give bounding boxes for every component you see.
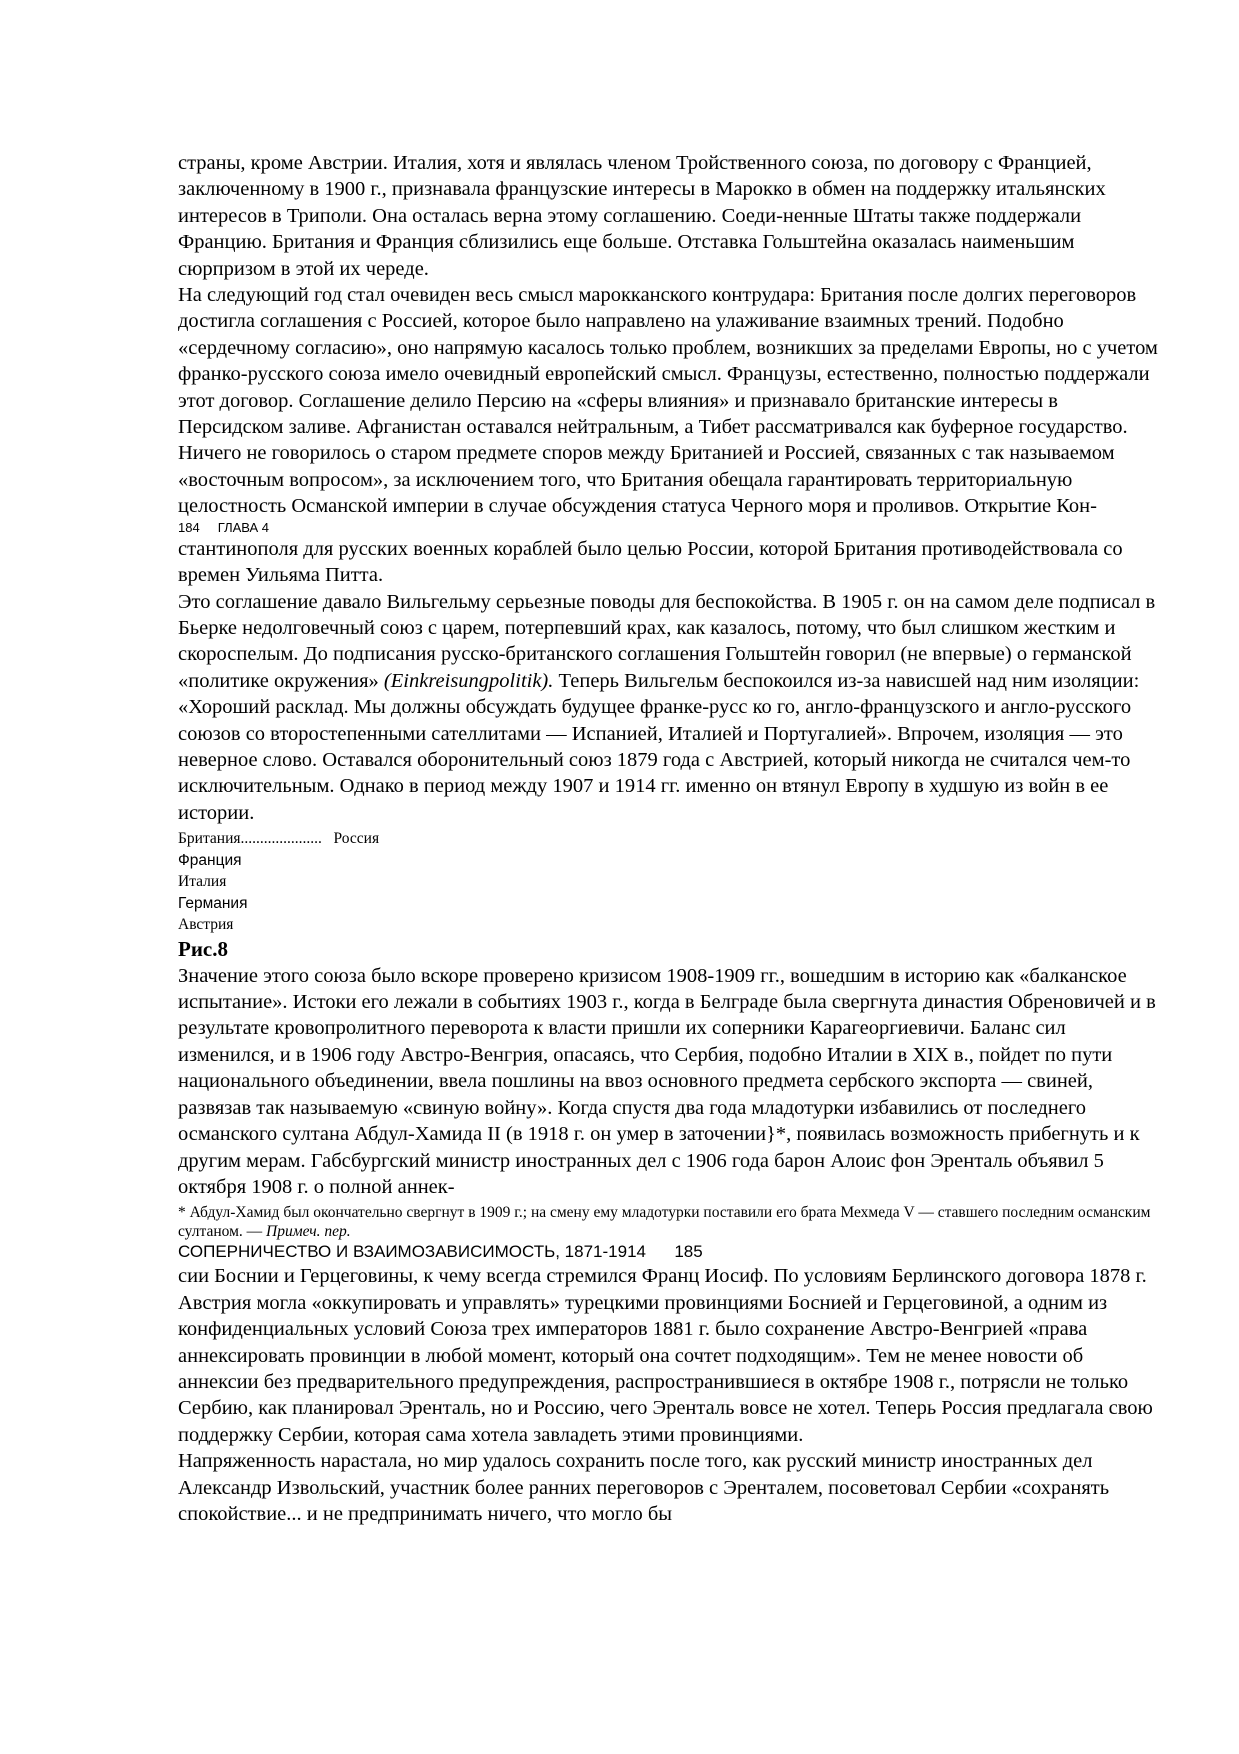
document-page (178, 150, 1163, 1527)
footnote (178, 1203, 1163, 1241)
figure-item-russia: Россия (333, 830, 380, 848)
figure-item-britain: Британия..................... (178, 830, 322, 848)
paragraph: Напряженность нарастала, но мир удалось сохранить после того, как русский министр иностранных дел Александр Извольский, участник более ранних переговоров с Эренталем, посоветовал Сербии «сохранять спокойствие... и не предпринимать ничего, что могло бы (178, 1450, 1110, 1525)
running-header (178, 1241, 1163, 1263)
footnote-note: Примеч. пер. (266, 1223, 351, 1241)
figure-row (178, 828, 1163, 850)
paragraph: На следующий год стал очевиден весь смысл марокканского контрудара: Британия после долгих переговоров достигла соглашения с Россией, которое было направлено на улаживание взаимных трений. Подобно «сердечному согласию», оно напрямую касалось только проблем, возникших за пределами Европы, но с учетом франко-русского союза имело очевидный европейский смысл. Французы, естественно, полностью поддержали этот договор. Соглашение делило Персию на «сферы влияния» и признавало британские интересы в Персидском заливе. Афганистан оставался нейтральным, а Тибет рассматривался как буферное государство. Ничего не говорилось о старом предмете споров между Британией и Россией, связанных с так называемом «восточным вопросом», за исключением того, что Британия обещала гарантировать территориальную целостность Османской империи в случае обсуждения статуса Черного моря и проливов. Открытие Кон- (178, 284, 1158, 518)
paragraph: страны, кроме Австрии. Италия, хотя и являлась членом Тройственного союза, по договору с Францией, заключенному в 1900 г., признавала французские интересы в Марокко в обмен на поддержку итальянских интересов в Триполи. Она осталась верна этому соглашению. Соеди-ненные Штаты также поддержали Францию. Британия и Франция сблизились еще больше. Отставка Гольштейна оказалась наименьшим сюрпризом в этой их череде. (178, 152, 1106, 280)
page-number: 184 (178, 519, 200, 535)
paragraph-text: Это соглашение давало Вильгельму серьезные поводы для беспокойства. В 1905 г. он на самом деле подписал в Бьерке недолговечный союз с царем, потерпевший крах, как казалось, потому, что был слишком жестким и скороспелым. До подписания русско-британского соглашения Гольштейн говорил (не впервые) о германской «политике окружения» (178, 590, 1156, 692)
figure-item-austria: Австрия (178, 916, 234, 934)
figure-item-france: Франция (178, 851, 242, 869)
figure-item-italy: Италия (178, 873, 227, 891)
paragraph (178, 589, 1163, 827)
chapter-label: ГЛАВА 4 (217, 519, 270, 535)
italic-term: (Einkreisungpolitik). (383, 669, 554, 692)
figure-8 (178, 828, 1163, 963)
footnote-text: * Абдул-Хамид был окончательно свергнут в 1909 г.; на смену ему младотурки поставили его брата Мехмеда V — ставшего последним османским султаном. — (178, 1204, 1151, 1241)
paragraph-text: Теперь Вильгельм беспокоился из-за нависшей над ним изоляции: «Хороший расклад. Мы должны обсуждать будущее франке-русс ко го, англо-французского и англо-русского союзов со второстепенными сателлитами — Испанией, Италией и Португалией». Впрочем, изоляция — это неверное слово. Оставался оборонительный союз 1879 года с Австрией, который никогда не считался чем-то исключительным. Однако в период между 1907 и 1914 гг. именно он втянул Европу в худшую из войн в ее истории. (178, 669, 1140, 824)
running-header-title: СОПЕРНИЧЕСТВО И ВЗАИМОЗАВИСИМОСТЬ, 1871-1914 (178, 1242, 646, 1262)
paragraph: Значение этого союза было вскоре проверено кризисом 1908-1909 гг., вошедшим в историю как «балканское испытание». Истоки его лежали в событиях 1903 г., когда в Белграде была свергнута династия Обреновичей и в результате кровопролитного переворота к власти пришли их соперники Карагеоргиевичи. Баланс сил изменился, и в 1906 году Австро-Венгрия, опасаясь, что Сербия, подобно Италии в XIX в., пойдет по пути национального объединении, ввела пошлины на ввоз основного предмета сербского экспорта — свиней, развязав так называемую «свиную войну». Когда спустя два года младотурки избавились от последнего османского султана Абдул-Хамида II (в 1918 г. он умер в заточении}*, появилась возможность прибегнуть и к другим мерам. Габсбургский министр иностранных дел с 1906 года барон Алоис фон Эренталь объявил 5 октября 1908 г. о полной аннек- (178, 964, 1156, 1198)
figure-item-germany: Германия (178, 894, 248, 912)
paragraph: сии Боснии и Герцеговины, к чему всегда стремился Франц Иосиф. По условиям Берлинского договора 1878 г. Австрия могла «оккупировать и управлять» турецкими провинциями Боснией и Герцеговиной, а одним из конфиденциальных условий Союза трех императоров 1881 г. было сохранение Австро-Венгрией «права аннексировать провинции в любой момент, который она сочтет подходящим». Тем не менее новости об аннексии без предварительного предупреждения, распространившиеся в октябре 1908 г., потрясли не только Сербию, как планировал Эренталь, но и Россию, чего Эренталь вовсе не хотел. Теперь Россия предлагала свою поддержку Сербии, которая сама хотела завладеть этими провинциями. (178, 1265, 1153, 1446)
paragraph: стантинополя для русских военных кораблей было целью России, которой Британия противодействовала со времен Уильяма Питта. (178, 537, 1123, 587)
page-number: 185 (674, 1242, 703, 1262)
figure-caption: Рис.8 (178, 936, 228, 961)
page-marker-184 (178, 520, 1163, 536)
